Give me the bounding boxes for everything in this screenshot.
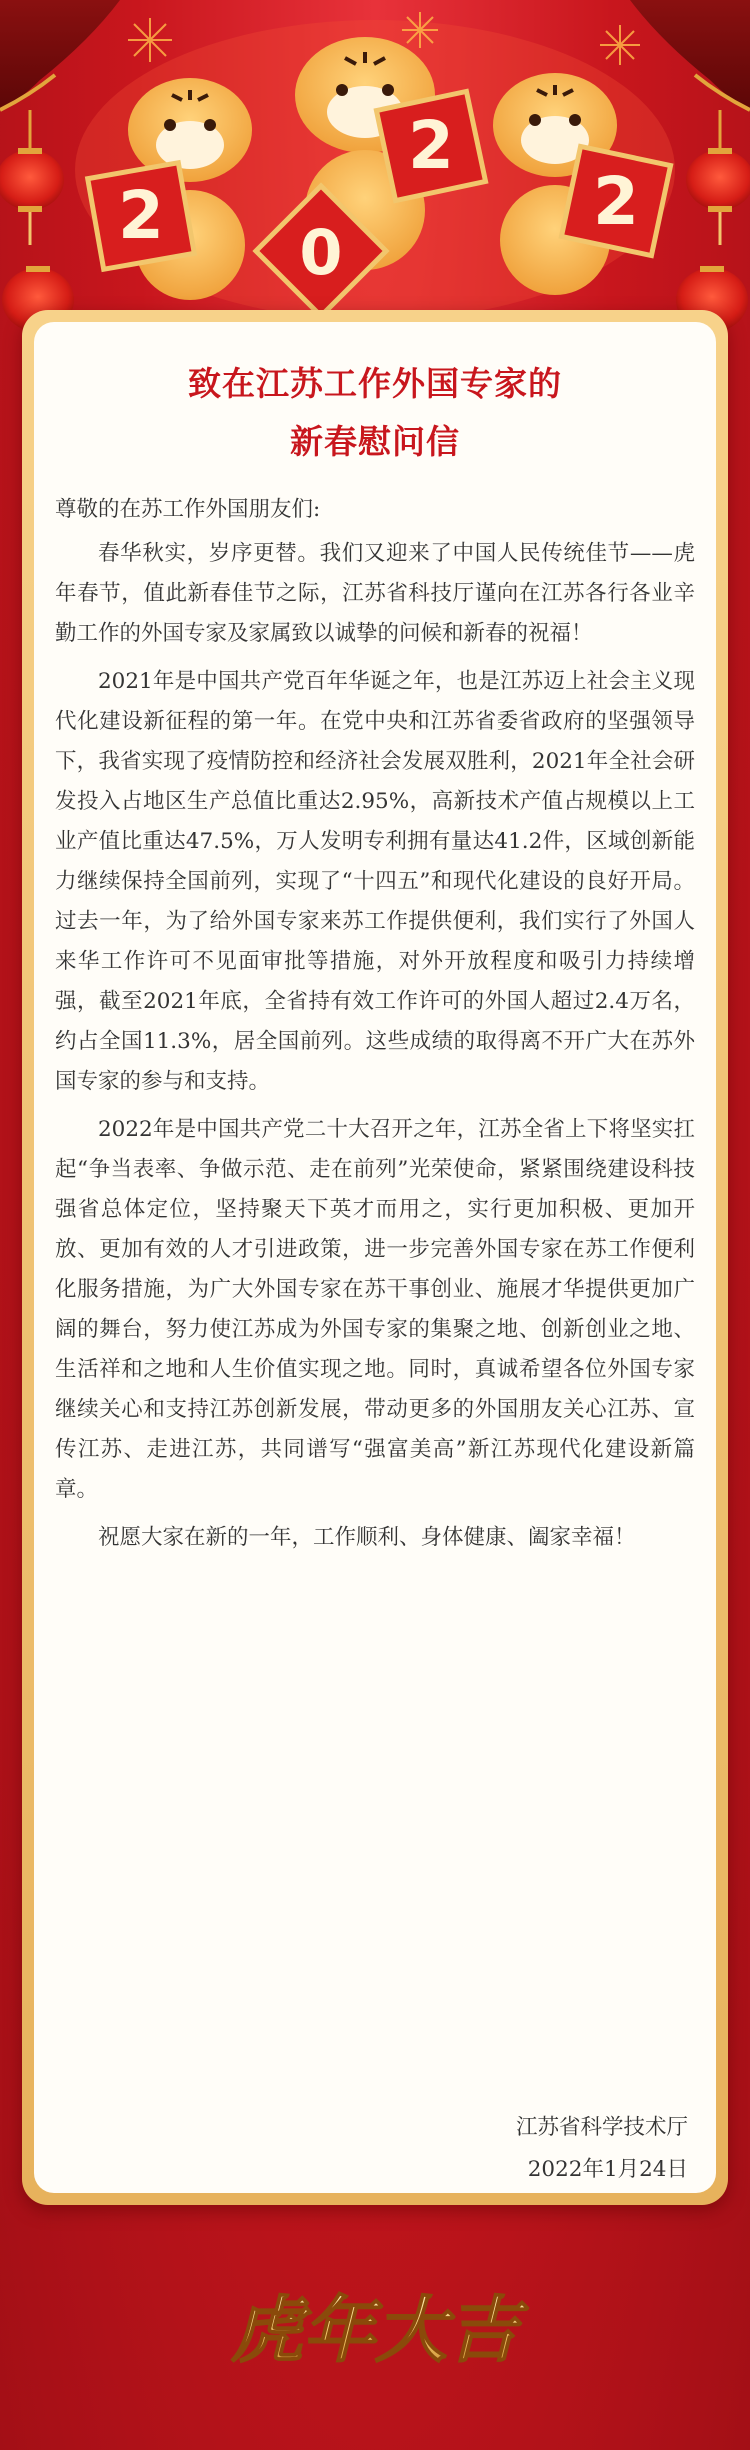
paragraph: 2022年是中国共产党二十大召开之年，江苏全省上下将坚实扛起“争当表率、争做示范、走在前列”光荣使命，紧紧围绕建设科技强省总体定位，坚持聚天下英才而用之，实行更加积极、更加开放、更加有效的人才引进政策，进一步完善外国专家在苏工作便利化服务措施，为广大外国专家在苏干事创业、施展才华提供更加广阔的舞台，努力使江苏成为外国专家的集聚之地、创新创业之地、生活祥和之地和人生价值实现之地。同时，真诚希望各位外国专家继续关心和支持江苏创新发展，带动更多的外国朋友关心江苏、宣传江苏、走进江苏，共同谱写“强富美高”新江苏现代化建设新篇章。 <box>55 1117 695 1502</box>
roof-eave-right <box>630 0 750 110</box>
year-card <box>88 163 195 270</box>
year-digit: 2 <box>593 163 639 240</box>
signature-org: 江苏省科学技术厅 <box>515 2115 688 2140</box>
calligraphy-text: 虎年大吉 <box>230 2287 520 2372</box>
signature-date: 2022年1月24日 <box>527 2157 688 2182</box>
year-digit: 0 <box>299 216 343 289</box>
roof-eave-left <box>0 0 120 110</box>
footer-calligraphy <box>200 2250 550 2410</box>
year-card <box>376 91 485 200</box>
paragraph: 祝愿大家在新的一年，工作顺利、身体健康、阖家幸福！ <box>98 1525 636 1550</box>
paragraph: 2021年是中国共产党百年华诞之年，也是江苏迈上社会主义现代化建设新征程的第一年。在党中央和江苏省委省政府的坚强领导下，我省实现了疫情防控和经济社会发展双胜利，2021年全社会研发投入占地区生产总值比重达2.95%，高新技术产值占规模以上工业产值比重达47.5%，万人发明专利拥有量达41.2件，区域创新能力继续保持全国前列，实现了“十四五”和现代化建设的良好开局。过去一年，为了给外国专家来苏工作提供便利，我们实行了外国人来华工作许可不见面审批等措施，对外开放程度和吸引力持续增强，截至2021年底，全省持有效工作许可的外国人超过2.4万名，约占全国11.3%，居全国前列。这些成绩的取得离不开广大在苏外国专家的参与和支持。 <box>55 669 695 1094</box>
year-digit: 2 <box>408 107 454 184</box>
paragraph: 春华秋实，岁序更替。我们又迎来了中国人民传统佳节——虎年春节，值此新春佳节之际，江苏省科技厅谨向在江苏各行各业辛勤工作的外国专家及家属致以诚挚的问候和新春的祝福！ <box>55 541 695 646</box>
letter-body <box>55 490 695 1566</box>
letter-title: 致在江苏工作外国专家的 <box>188 364 562 403</box>
salutation: 尊敬的在苏工作外国朋友们: <box>55 497 321 522</box>
year-digit: 2 <box>118 177 164 254</box>
letter-subtitle: 新春慰问信 <box>290 422 460 461</box>
year-card <box>561 146 670 255</box>
